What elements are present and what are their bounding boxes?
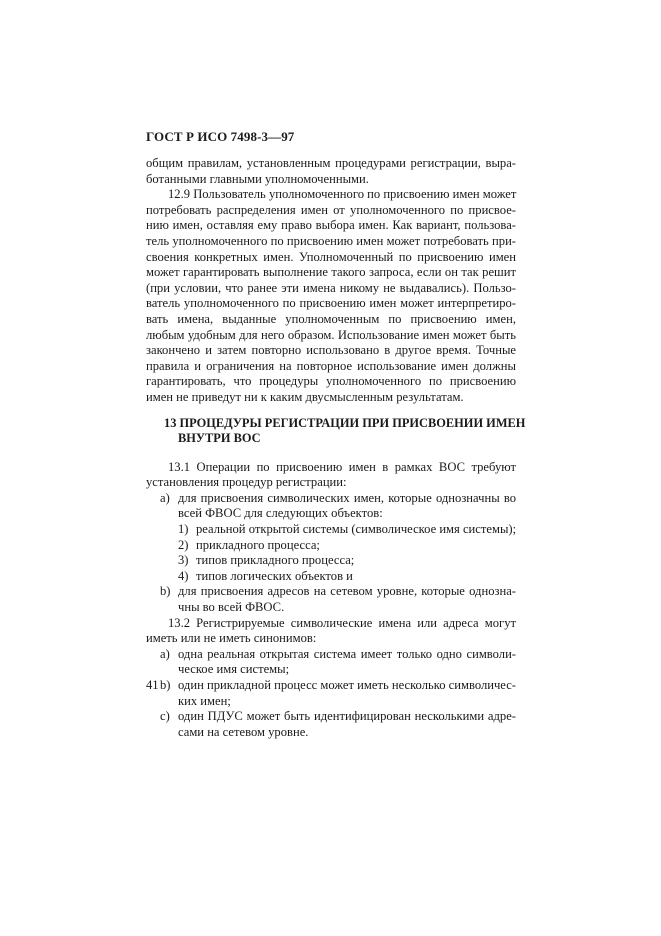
sub-item-2 bbox=[146, 538, 516, 554]
text-line: одна реальная открытая система имеет только одно символи- bbox=[178, 646, 516, 661]
text-line: реальной открытой системы (символическое имя системы); bbox=[196, 522, 517, 537]
document-body bbox=[146, 156, 526, 740]
text-line: установления процедур регистрации: bbox=[146, 475, 347, 490]
text-line: ботанными главными уполномоченными. bbox=[146, 171, 369, 186]
paragraph-12-9 bbox=[146, 187, 516, 405]
text-line: 12.9 Пользователь уполномоченного по присвоению имен может bbox=[168, 187, 517, 202]
text-line: прикладного процесса; bbox=[196, 537, 320, 552]
list-item-13-2-a bbox=[146, 647, 516, 678]
text-line: гарантировать, что процедуры уполномоченного по присвоению bbox=[146, 374, 516, 389]
list-marker: 3) bbox=[178, 553, 189, 568]
document-header: ГОСТ Р ИСО 7498-3—97 bbox=[146, 129, 295, 144]
text-line: всей ФВОС для следующих объектов: bbox=[178, 506, 383, 521]
list-marker: b) bbox=[160, 584, 171, 599]
text-line: один ПДУС может быть идентифицирован несколькими адре- bbox=[178, 709, 516, 724]
page-number: 41 bbox=[146, 678, 159, 692]
text-line: для присвоения символических имен, которые однозначны во bbox=[178, 490, 516, 505]
text-line: иметь или не иметь синонимов: bbox=[146, 631, 317, 646]
text-line: своения конкретных имен. Уполномоченный по присвоению имен bbox=[146, 249, 516, 264]
text-line: имен не приведут ни к каким двусмысленным результатам. bbox=[146, 389, 464, 404]
text-line: потребовать распределения имен от уполномоченного по присвое- bbox=[146, 202, 516, 217]
list-item-b bbox=[146, 584, 516, 615]
text-line: для присвоения адресов на сетевом уровне, которые однозна- bbox=[178, 584, 516, 599]
text-line: правила и ограничения на повторное использование имен должны bbox=[146, 358, 516, 373]
text-line: сами на сетевом уровне. bbox=[178, 724, 309, 739]
paragraph-13-1 bbox=[146, 460, 516, 491]
sub-item-1 bbox=[146, 522, 516, 538]
paragraph-13-2 bbox=[146, 616, 516, 647]
text-line: любым удобным для него образом. Использование имен может быть bbox=[146, 327, 516, 342]
text-line: один прикладной процесс может иметь несколько символичес- bbox=[178, 678, 516, 692]
text-line: общим правилам, установленным процедурами регистрации, выра- bbox=[146, 156, 516, 170]
text-line: типов логических объектов и bbox=[196, 568, 353, 583]
list-marker: 1) bbox=[178, 522, 189, 537]
text-line: 13.2 Регистрируемые символические имена или адреса могут bbox=[168, 615, 516, 630]
text-line: ватель уполномоченного по присвоению имен может интерпретиро- bbox=[146, 296, 516, 311]
section-13-heading: 13 ПРОЦЕДУРЫ РЕГИСТРАЦИИ ПРИ ПРИСВОЕНИИ ИМЕН bbox=[164, 415, 526, 430]
text-line: нию имен, оставляя ему право выбора имен. Как вариант, пользова- bbox=[146, 218, 516, 233]
sub-item-3 bbox=[146, 553, 516, 569]
list-marker: a) bbox=[160, 490, 170, 505]
list-marker: 2) bbox=[178, 537, 189, 552]
text-line: вать имена, выданные уполномоченным по присвоению имен, bbox=[146, 311, 516, 326]
text-line: чны во всей ФВОС. bbox=[178, 600, 285, 615]
intro-paragraph bbox=[146, 156, 516, 187]
list-marker: b) bbox=[160, 678, 171, 692]
list-marker: 4) bbox=[178, 568, 189, 583]
text-line: (при условии, что ранее эти имена никому не выдавались). Пользо- bbox=[146, 280, 516, 295]
text-line: ких имен; bbox=[178, 693, 231, 708]
list-item-13-2-b bbox=[146, 678, 516, 709]
sub-item-4 bbox=[146, 569, 516, 585]
text-line: 13.1 Операции по присвоению имен в рамках ВОС требуют bbox=[168, 459, 516, 474]
text-line: ческое имя системы; bbox=[178, 662, 290, 677]
text-line: типов прикладного процесса; bbox=[196, 553, 355, 568]
text-line: тель уполномоченного по присвоению имен может потребовать при- bbox=[146, 233, 516, 248]
section-13-heading-cont: ВНУТРИ ВОС bbox=[178, 431, 261, 446]
list-marker: c) bbox=[160, 709, 170, 724]
text-line: закончено и затем повторно использовано в другое время. Точные bbox=[146, 343, 516, 358]
list-item-a bbox=[146, 491, 516, 522]
text-line: может гарантировать выполнение такого запроса, если он так решит bbox=[146, 265, 516, 280]
list-marker: a) bbox=[160, 646, 170, 661]
list-item-13-2-c bbox=[146, 709, 516, 740]
